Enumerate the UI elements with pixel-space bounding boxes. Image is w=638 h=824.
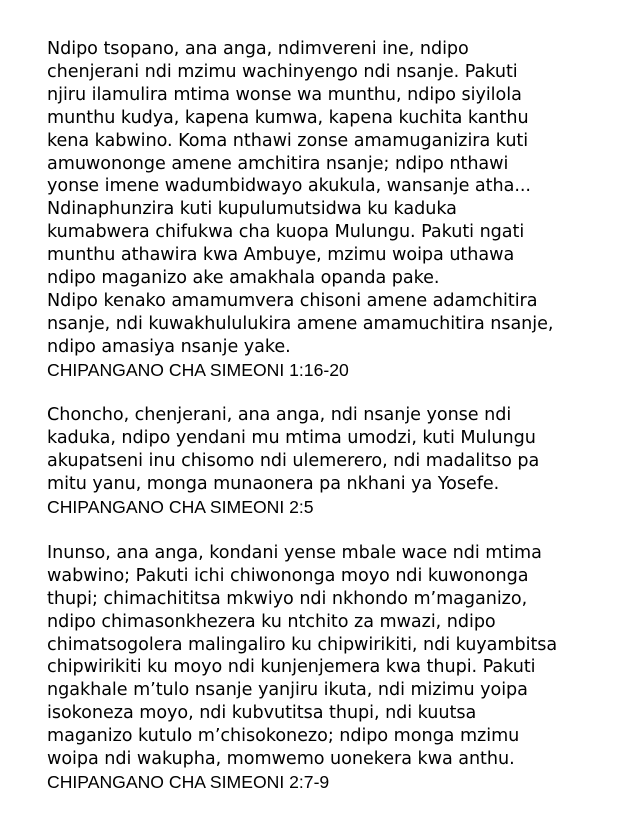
passage-text: Choncho, chenjerani, ana anga, ndi nsanje yonse ndi kaduka, ndipo yendani mu mtima umodzi, kuti Mulungu akupatseni inu chisomo ndi ulemerero, ndi madalitso pa mitu yanu, monga munaonera pa nkhani ya Yosefe. [47,405,540,495]
passage-reference: CHIPANGANO CHA SIMEONI 2:5 [47,497,314,518]
passage-text: Inunso, ana anga, kondani yense mbale wace ndi mtima wabwino; Pakuti ichi chiwononga moyo ndi kuwononga thupi; chimachititsa mkwiyo ndi nkhondo m’maganizo, ndipo chimasonkhezera ku ntchito za mwazi, ndipo chimatsogolera malingaliro ku chipwirikiti, ndi kuyambitsa chipwirikiti ku moyo ndi kunjenjemera kwa thupi. Pakuti ngakhale m’tulo nsanje yanjiru ikuta, ndi mizimu yoipa isokoneza moyo, ndi kubvutitsa thupi, ndi kuutsa maganizo kutulo m’chisokonezo; ndipo monga mzimu woipa ndi wakupha, momwemo uonekera kwa anthu. [47,542,558,770]
paragraph-spacer [47,382,622,405]
passage-reference: CHIPANGANO CHA SIMEONI 2:7-9 [47,771,330,792]
paragraph-spacer [47,519,622,542]
document-page [47,38,622,794]
passage-text: Ndipo tsopano, ana anga, ndimvereni ine, ndipo chenjerani ndi mzimu wachinyengo ndi nsanje. Pakuti njiru ilamulira mtima wonse wa munthu, ndipo siyilola munthu kudya, kapena kumwa, kapena kuchita kanthu kena kabwino. Koma nthawi zonse amamuganizira kuti amuwononge amene amchitira nsanje; ndipo nthawi yonse imene wadumbidwayo akukula, wansanje atha... Ndinaphunzira kuti kupulumutsidwa ku kaduka kumabwera chifukwa cha kuopa Mulungu. Pakuti ngati munthu athawira kwa Ambuye, mzimu woipa uthawa ndipo maganizo ake amakhala opanda pake. Ndipo kenako amamumvera chisoni amene adamchitira nsanje, ndi kuwakhululukira amene amamuchitira nsanje, ndipo amasiya nsanje yake. [47,39,554,357]
passage-reference: CHIPANGANO CHA SIMEONI 1:16-20 [47,359,349,380]
